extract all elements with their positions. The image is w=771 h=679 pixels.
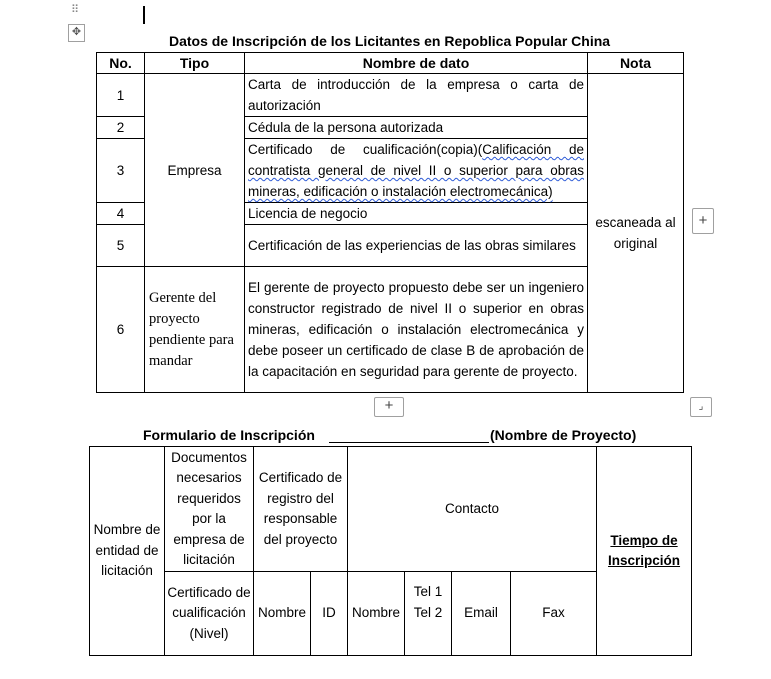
certificado-registro-header: Certificado de registro del responsable del proyecto	[254, 447, 348, 572]
row-nombre: El gerente de proyecto propuesto debe ser un ingeniero constructor registrado de nivel II o superior en obras mineras, edificación o instalación electromecánica y debe poseer un certificado de clase B de aprobación de la capacitación en seguridad para gerente de proyecto.	[245, 267, 588, 393]
entidad-header: Nombre de entidad de licitación	[90, 447, 165, 656]
drag-dots-icon[interactable]: ⠿	[71, 4, 80, 16]
nombre1-header: Nombre	[254, 572, 311, 656]
row-nombre-part-b: Calificación de contratista general de nivel II o superior para obras mineras, edificación o instalación electromecánica)	[248, 142, 584, 199]
tiempo-header-cell	[597, 447, 692, 656]
id-header: ID	[311, 572, 348, 656]
cualificacion-header: Certificado de cualificación (Nivel)	[165, 572, 254, 656]
table1-title: Datos de Inscripción de los Licitantes en Repoblica Popular China	[168, 33, 611, 49]
fax-header: Fax	[511, 572, 597, 656]
contacto-header: Contacto	[348, 447, 597, 572]
tiempo-header: Tiempo de Inscripción	[608, 532, 681, 568]
row-no: 2	[97, 117, 145, 139]
inscripcion-form-table	[89, 446, 692, 656]
add-row-plus-icon[interactable]: +	[374, 397, 404, 417]
table-header-row	[97, 53, 684, 74]
row-no: 6	[97, 267, 145, 393]
row-nombre: Carta de introducción de la empresa o carta de autorización	[245, 74, 588, 117]
table-resize-icon[interactable]: ⌟	[690, 397, 712, 417]
add-column-plus-icon[interactable]: +	[692, 208, 714, 234]
nota-text: escaneada al original	[595, 215, 676, 251]
row-no: 1	[97, 74, 145, 117]
row-nombre: Cédula de la persona autorizada	[245, 117, 588, 139]
licitantes-table	[96, 52, 684, 393]
row-no: 4	[97, 203, 145, 225]
header-nombre: Nombre de dato	[245, 53, 588, 74]
nota-cell	[588, 74, 684, 393]
row-no: 3	[97, 139, 145, 203]
row-nombre: Certificación de las experiencias de las obras similares	[245, 225, 588, 267]
form-header-row	[90, 447, 692, 572]
header-tipo: Tipo	[145, 53, 245, 74]
tel-header: Tel 1 Tel 2	[405, 572, 452, 656]
header-no: No.	[97, 53, 145, 74]
table2-title-suffix: (Nombre de Proyecto)	[490, 427, 637, 443]
header-nota: Nota	[588, 53, 684, 74]
row-nombre	[245, 139, 588, 203]
tipo-gerente: Gerente del proyecto pendiente para mandar	[145, 267, 245, 393]
row-no: 5	[97, 225, 145, 267]
row-nombre-part-a: Certificado de cualificación(copia)(	[248, 142, 483, 157]
tipo-empresa: Empresa	[145, 74, 245, 267]
project-name-blank[interactable]	[329, 442, 489, 443]
table-move-handle-icon[interactable]: ✥	[68, 24, 85, 42]
table2-title: Formulario de Inscripción	[143, 427, 315, 443]
table-row	[97, 74, 684, 117]
nombre2-header: Nombre	[348, 572, 405, 656]
row-nombre: Licencia de negocio	[245, 203, 588, 225]
email-header: Email	[452, 572, 511, 656]
documentos-header: Documentos necesarios requeridos por la empresa de licitación	[165, 447, 254, 572]
text-cursor	[143, 6, 145, 24]
